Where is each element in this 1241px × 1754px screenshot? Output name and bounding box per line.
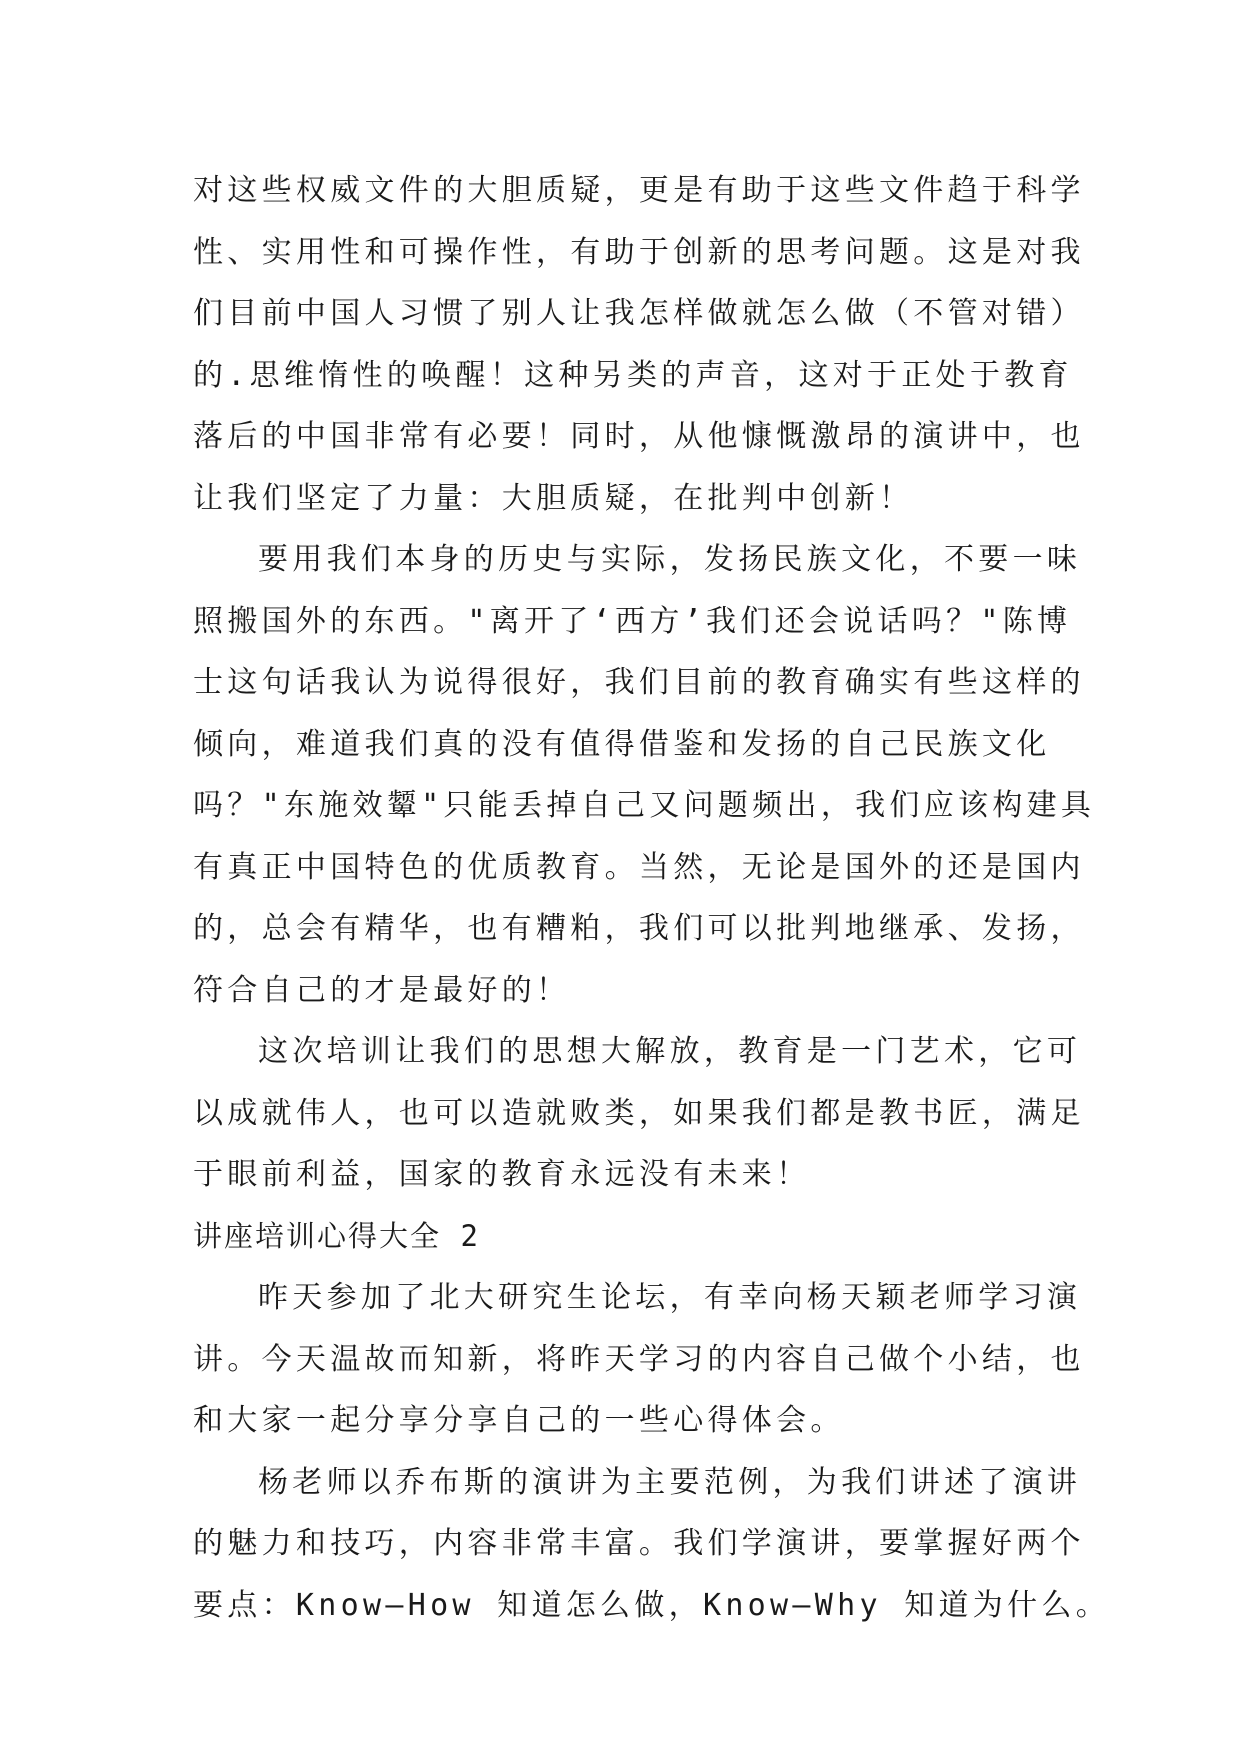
text-line: 士这句话我认为说得很好，我们目前的教育确实有些这样的 — [193, 665, 1085, 700]
text-line: 杨老师以乔布斯的演讲为主要范例，为我们讲述了演讲 — [258, 1464, 1082, 1500]
text-line: 对这些权威文件的大胆质疑，更是有助于这些文件趋于科学 — [193, 173, 1085, 208]
text-line: 性、实用性和可操作性，有助于创新的思考问题。这是对我 — [193, 234, 1085, 270]
text-line: 们目前中国人习惯了别人让我怎样做就怎么做（不管对错） — [193, 296, 1085, 331]
text-line: 要用我们本身的历史与实际，发扬民族文化，不要一味 — [258, 542, 1082, 577]
text-line: 昨天参加了北大研究生论坛，有幸向杨天颖老师学习演 — [258, 1280, 1082, 1315]
text-line: 吗？"东施效颦"只能丢掉自己又问题频出，我们应该构建具 — [193, 788, 1096, 823]
text-line: 以成就伟人，也可以造就败类，如果我们都是教书匠，满足 — [193, 1095, 1085, 1131]
text-line: 的.思维惰性的唤醒！这种另类的声音，这对于正处于教育 — [193, 357, 1073, 393]
text-line: 照搬国外的东西。"离开了‘西方’我们还会说话吗？"陈博 — [193, 603, 1072, 639]
text-line: 倾向，难道我们真的没有值得借鉴和发扬的自己民族文化 — [193, 726, 1051, 762]
text-line: 讲。今天温故而知新，将昨天学习的内容自己做个小结，也 — [193, 1341, 1085, 1377]
text-line: 有真正中国特色的优质教育。当然，无论是国外的还是国内 — [193, 849, 1085, 885]
text-line: 符合自己的才是最好的！ — [193, 972, 571, 1008]
text-line: 的魅力和技巧，内容非常丰富。我们学演讲，要掌握好两个 — [193, 1526, 1085, 1561]
text-line: 让我们坚定了力量：大胆质疑，在批判中创新！ — [193, 480, 914, 516]
text-line: 落后的中国非常有必要！同时，从他慷慨激昂的演讲中，也 — [193, 419, 1085, 454]
section-heading: 讲座培训心得大全 2 — [193, 1218, 480, 1253]
text-line: 的，总会有精华，也有糟粕，我们可以批判地继承、发扬， — [193, 911, 1085, 946]
text-line: 这次培训让我们的思想大解放，教育是一门艺术，它可 — [258, 1034, 1082, 1069]
text-line: 和大家一起分享分享自己的一些心得体会。 — [193, 1403, 845, 1438]
document-body — [193, 160, 1111, 1636]
text-line: 要点：Know—How 知道怎么做，Know—Why 知道为什么。 — [193, 1587, 1111, 1623]
text-line: 于眼前利益，国家的教育永远没有未来！ — [193, 1157, 811, 1192]
